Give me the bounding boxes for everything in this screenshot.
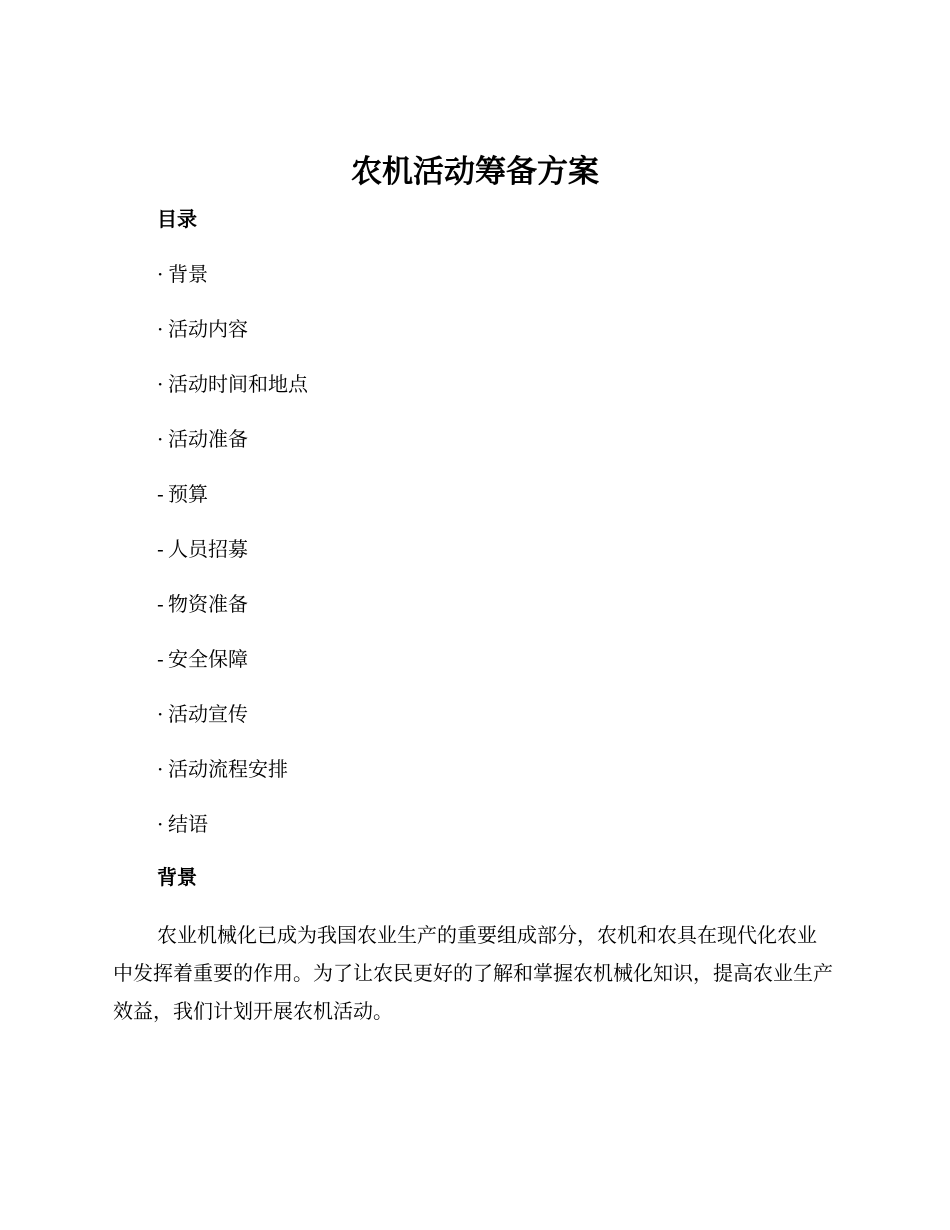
toc-item <box>157 370 308 425</box>
toc-subitem <box>157 480 308 535</box>
toc-bullet: · <box>157 427 164 451</box>
toc-heading: 目录 <box>157 207 197 231</box>
toc-bullet: · <box>157 757 164 781</box>
toc-item <box>157 260 308 315</box>
toc-bullet: · <box>157 372 164 396</box>
toc-dash: - <box>157 647 164 671</box>
toc-item-label: 背景 <box>168 262 208 286</box>
toc-bullet: · <box>157 317 164 341</box>
toc-item <box>157 315 308 370</box>
toc-item-label: 活动流程安排 <box>168 757 288 781</box>
toc-item-label: 活动内容 <box>168 317 248 341</box>
toc-bullet: · <box>157 702 164 726</box>
section-heading-background: 背景 <box>157 865 197 889</box>
toc-item-label: 安全保障 <box>168 647 248 671</box>
toc-item-label: 预算 <box>168 482 208 506</box>
background-paragraph: 农业机械化已成为我国农业生产的重要组成部分，农机和农具在现代化农业中发挥着重要的作用。为了让农民更好的了解和掌握农机械化知识，提高农业生产效益，我们计划开展农机活动。 <box>113 923 833 1023</box>
toc-item <box>157 425 308 480</box>
toc-bullet: · <box>157 262 164 286</box>
toc-item-label: 结语 <box>168 812 208 836</box>
document-title: 农机活动筹备方案 <box>351 154 599 190</box>
toc-bullet: · <box>157 812 164 836</box>
toc-item <box>157 810 308 865</box>
toc-dash: - <box>157 537 164 561</box>
table-of-contents <box>157 260 308 865</box>
toc-item <box>157 700 308 755</box>
toc-item-label: 人员招募 <box>168 537 248 561</box>
toc-item-label: 活动时间和地点 <box>168 372 308 396</box>
toc-item-label: 物资准备 <box>168 592 248 616</box>
toc-item-label: 活动准备 <box>168 427 248 451</box>
toc-subitem <box>157 535 308 590</box>
toc-dash: - <box>157 482 164 506</box>
toc-item <box>157 755 308 810</box>
toc-item-label: 活动宣传 <box>168 702 248 726</box>
toc-subitem <box>157 645 308 700</box>
toc-dash: - <box>157 592 164 616</box>
toc-subitem <box>157 590 308 645</box>
